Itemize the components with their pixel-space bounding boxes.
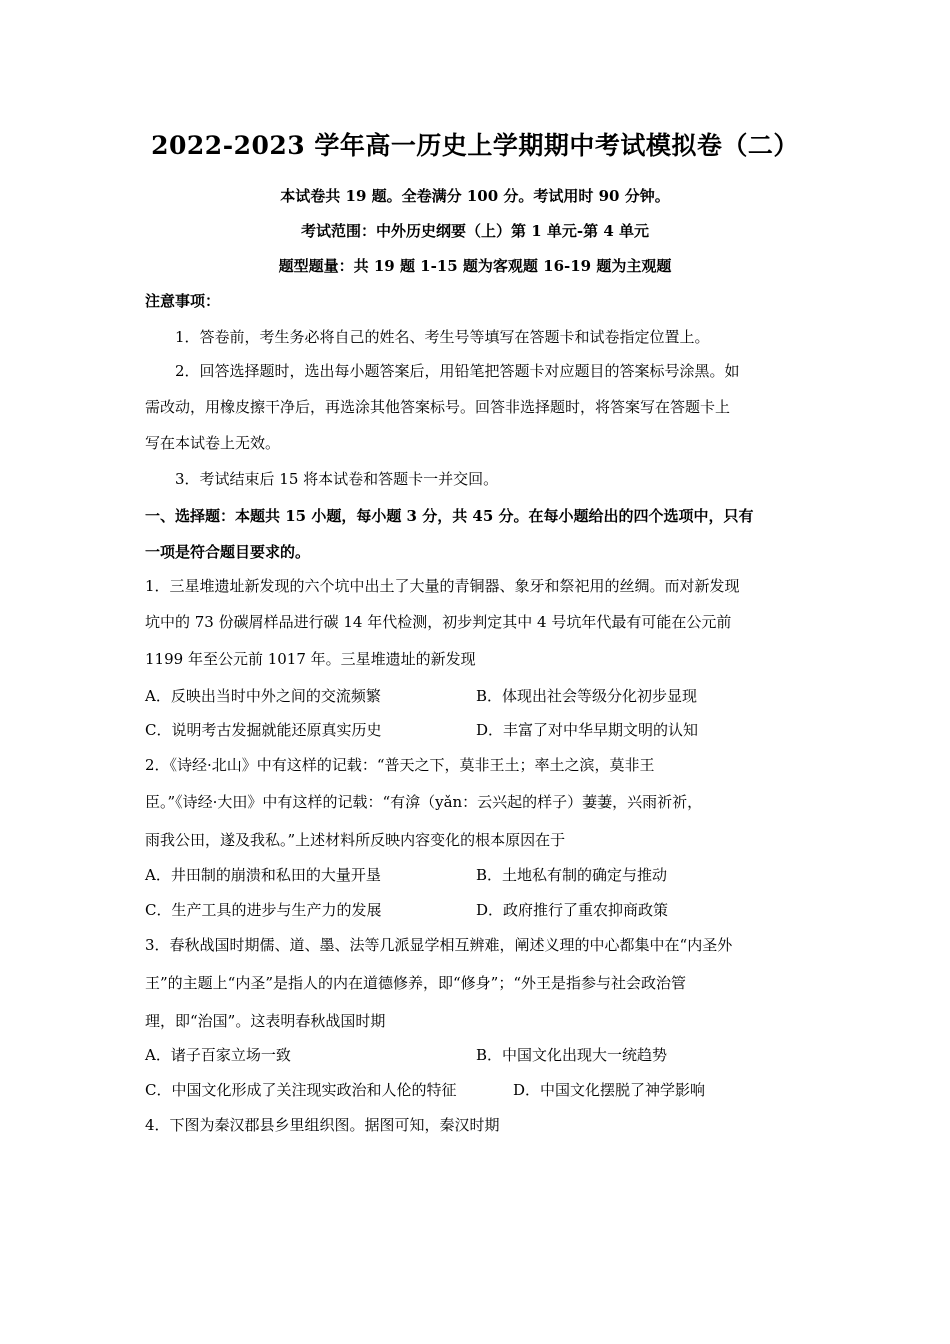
question-1-option-d: D．丰富了对中华早期文明的认知 — [476, 721, 699, 739]
question-3-option-a: A．诸子百家立场一致 — [145, 1046, 291, 1064]
notice-item-1: 1．答卷前，考生务必将自己的姓名、考生号等填写在答题卡和试卷指定位置上。 — [175, 328, 710, 346]
exam-scope-line: 考试范围：中外历史纲要（上）第 1 单元-第 4 单元 — [301, 222, 649, 240]
question-3-line-1: 3．春秋战国时期儒、道、墨、法等几派显学相互辨难，阐述义理的中心都集中在“内圣外 — [145, 936, 733, 954]
question-1-line-2: 坑中的 73 份碳屑样品进行碳 14 年代检测，初步判定其中 4 号坑年代最有可能在公元前 — [145, 613, 732, 631]
section-1-heading-line-1: 一、选择题：本题共 15 小题，每小题 3 分，共 45 分。在每小题给出的四个选项中，只有 — [145, 507, 754, 525]
exam-info-line: 本试卷共 19 题。全卷满分 100 分。考试用时 90 分钟。 — [280, 187, 670, 205]
question-2-option-d: D．政府推行了重农抑商政策 — [476, 901, 669, 919]
notice-heading: 注意事项： — [145, 292, 221, 310]
question-1-line-3: 1199 年至公元前 1017 年。三星堆遗址的新发现 — [145, 650, 476, 668]
question-2-option-a: A．井田制的崩溃和私田的大量开垦 — [145, 866, 381, 884]
question-3-option-c: C．中国文化形成了关注现实政治和人伦的特征 — [145, 1081, 457, 1099]
question-1-option-c: C．说明考古发掘就能还原真实历史 — [145, 721, 382, 739]
question-1-option-b: B．体现出社会等级分化初步显现 — [476, 687, 698, 705]
question-4-line-1: 4．下图为秦汉郡县乡里组织图。据图可知，秦汉时期 — [145, 1116, 500, 1134]
question-2-line-3: 雨我公田，遂及我私。”上述材料所反映内容变化的根本原因在于 — [145, 831, 566, 849]
question-2-option-c: C．生产工具的进步与生产力的发展 — [145, 901, 382, 919]
question-3-option-d: D．中国文化摆脱了神学影响 — [513, 1081, 706, 1099]
question-1-option-a: A．反映出当时中外之间的交流频繁 — [145, 687, 381, 705]
section-1-heading-line-2: 一项是符合题目要求的。 — [145, 543, 311, 561]
question-2-option-b: B．土地私有制的确定与推动 — [476, 866, 668, 884]
question-1-line-1: 1．三星堆遗址新发现的六个坑中出土了大量的青铜器、象牙和祭祀用的丝绸。而对新发现 — [145, 577, 740, 595]
exam-title: 2022-2023 学年高一历史上学期期中考试模拟卷（二） — [151, 131, 799, 160]
notice-item-2-line-2: 需改动，用橡皮擦干净后，再选涂其他答案标号。回答非选择题时，将答案写在答题卡上 — [145, 398, 731, 416]
question-2-line-1: 2．《诗经·北山》中有这样的记载：“普天之下，莫非王土；率土之滨，莫非王 — [145, 756, 655, 774]
exam-types-line: 题型题量：共 19 题 1-15 题为客观题 16-19 题为主观题 — [278, 257, 672, 275]
notice-item-2-line-3: 写在本试卷上无效。 — [145, 434, 281, 452]
question-3-option-b: B．中国文化出现大一统趋势 — [476, 1046, 668, 1064]
question-2-line-2: 臣。”《诗经·大田》中有这样的记载：“有渰（yǎn：云兴起的样子）萋萋，兴雨祈祈， — [145, 793, 703, 811]
notice-item-2-line-1: 2．回答选择题时，选出每小题答案后，用铅笔把答题卡对应题目的答案标号涂黑。如 — [175, 362, 740, 380]
notice-item-3: 3．考试结束后 15 将本试卷和答题卡一并交回。 — [175, 470, 499, 488]
question-3-line-2: 王”的主题上“内圣”是指人的内在道德修养，即“修身”；“外王是指参与社会政治管 — [145, 974, 687, 992]
question-3-line-3: 理，即“治国”。这表明春秋战国时期 — [145, 1012, 386, 1030]
